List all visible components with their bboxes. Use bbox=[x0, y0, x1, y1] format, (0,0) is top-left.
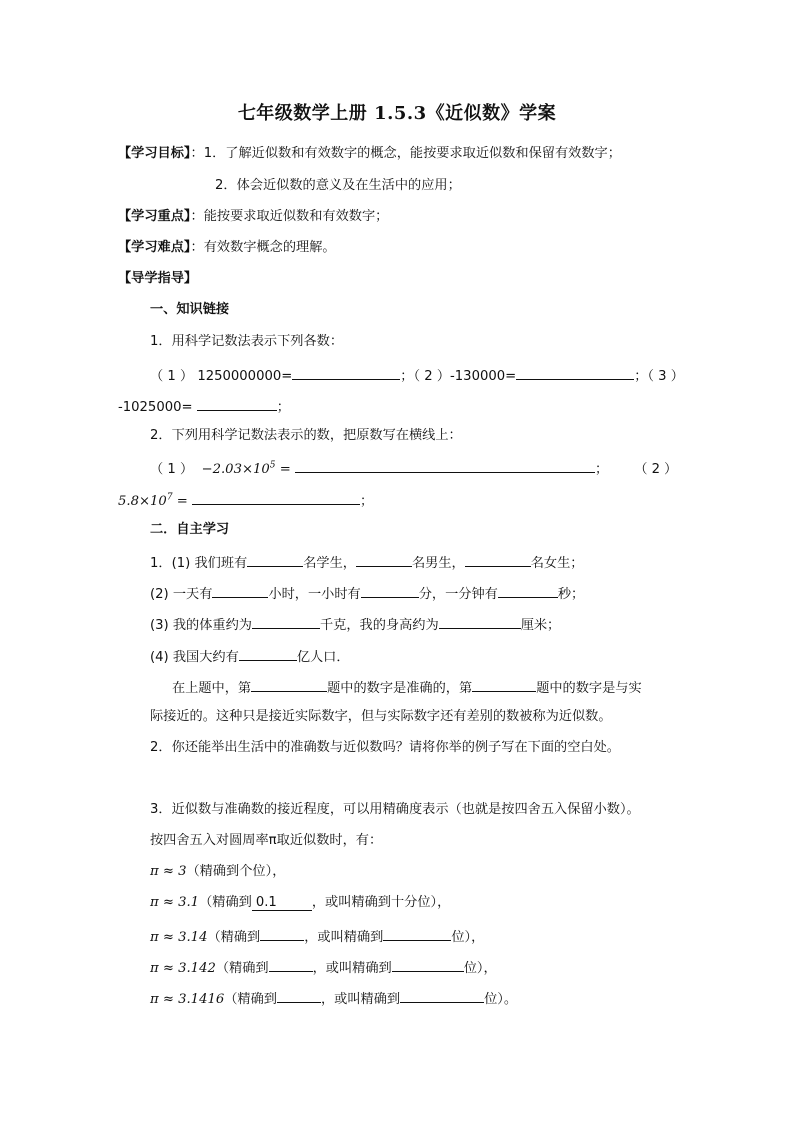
answer-blank[interactable] bbox=[392, 957, 464, 972]
s2-l2-text-a: (2) 一天有 bbox=[150, 587, 213, 602]
s2-l2-text-c: 分，一分钟有 bbox=[418, 587, 498, 602]
answer-blank[interactable] bbox=[239, 646, 297, 661]
answer-blank[interactable] bbox=[356, 552, 412, 567]
semicolon: ； bbox=[360, 494, 374, 509]
s1-q1-part-2: ；（ 2 ）-130000= bbox=[400, 369, 517, 384]
section-2-heading: 二．自主学习 bbox=[150, 522, 230, 537]
s1-q2b-prefix: （ 2 ） bbox=[634, 462, 678, 477]
pi-approx-note-a: （精确到 bbox=[199, 895, 252, 910]
s2-line-2 bbox=[150, 583, 584, 604]
key-point-label: 【学习重点】 bbox=[118, 209, 191, 224]
pi-approx-note: （精确到个位）， bbox=[186, 864, 286, 879]
pi-approx-note-a: （精确到 bbox=[215, 961, 269, 976]
s2-l3-text-a: (3) 我的体重约为 bbox=[150, 618, 252, 633]
s1-q2b-expression: 5.8×10 bbox=[118, 494, 167, 509]
pi-approx-expression: π ≈ 3.14 bbox=[150, 930, 208, 945]
pi-approx-line-5 bbox=[150, 988, 517, 1009]
s2-p1-text-b: 题中的数字是准确的，第 bbox=[327, 681, 473, 696]
learning-goal-2: 2．体会近似数的意义及在生活中的应用； bbox=[215, 178, 461, 193]
learning-goals-line-1 bbox=[118, 145, 621, 163]
pi-approx-expression: π ≈ 3.1 bbox=[150, 895, 200, 910]
answer-blank[interactable] bbox=[269, 957, 313, 972]
key-point-text: ：能按要求取近似数和有效数字； bbox=[190, 209, 389, 224]
s2-l1-text-c: 名男生， bbox=[411, 556, 465, 571]
s2-l1-text-d: 名女生； bbox=[530, 556, 584, 571]
answer-blank[interactable] bbox=[212, 583, 268, 598]
s1-q2a-prefix: （ 1 ） bbox=[150, 462, 194, 477]
pi-approx-line-1 bbox=[150, 863, 285, 881]
s1-q1-row bbox=[150, 365, 684, 386]
s2-paragraph-line-1 bbox=[172, 677, 642, 698]
pi-approx-note-b: ，或叫精确到 bbox=[304, 930, 384, 945]
pi-approx-note-b: ，或叫精确到 bbox=[312, 961, 392, 976]
s2-l1-text-b: 名学生， bbox=[303, 556, 356, 571]
s2-l3-text-b: 千克，我的身高约为 bbox=[320, 618, 439, 633]
s2-line-4 bbox=[150, 646, 350, 667]
answer-blank[interactable] bbox=[361, 583, 419, 598]
semicolon: ； bbox=[276, 400, 290, 415]
key-point-line bbox=[118, 208, 388, 226]
s2-l3-text-c: 厘米； bbox=[520, 618, 561, 633]
answer-blank[interactable] bbox=[498, 583, 558, 598]
s1-q2-row bbox=[150, 458, 677, 479]
answer-blank[interactable] bbox=[516, 365, 634, 380]
equals-sign: = bbox=[279, 462, 291, 477]
answer-blank[interactable] bbox=[252, 614, 320, 629]
s1-q2b-exponent: 7 bbox=[166, 492, 173, 503]
s2-line-1 bbox=[150, 552, 583, 573]
pi-approx-expression: π ≈ 3 bbox=[150, 864, 187, 879]
semicolon: ； bbox=[595, 462, 609, 477]
s1-question-2: 2．下列用科学记数法表示的数，把原数写在横线上： bbox=[150, 428, 462, 443]
s1-q1-part-1: （ 1 ） 1250000000= bbox=[150, 369, 293, 384]
s2-question-3: 3．近似数与准确数的接近程度，可以用精确度表示（也就是按四舍五入保留小数）。 bbox=[150, 802, 640, 817]
pi-approx-note-c: 位）。 bbox=[484, 992, 518, 1007]
equals-sign: = bbox=[176, 494, 188, 509]
s2-l1-text-a: 1．(1) 我们班有 bbox=[150, 556, 248, 571]
answer-blank[interactable] bbox=[251, 677, 327, 692]
s2-l2-text-d: 秒； bbox=[557, 587, 585, 602]
answer-blank[interactable] bbox=[292, 365, 400, 380]
s1-q2a-exponent: 5 bbox=[269, 460, 276, 471]
s2-p1-text-a: 在上题中，第 bbox=[172, 681, 252, 696]
answer-blank[interactable] bbox=[192, 490, 360, 505]
s1-q1-row-2 bbox=[118, 396, 290, 417]
filled-answer-blank[interactable]: 0.1 bbox=[252, 895, 312, 911]
answer-blank[interactable] bbox=[465, 552, 531, 567]
answer-blank[interactable] bbox=[295, 458, 595, 473]
s2-l2-text-b: 小时，一小时有 bbox=[268, 587, 361, 602]
pi-approx-line-2 bbox=[150, 894, 450, 912]
answer-blank[interactable] bbox=[439, 614, 521, 629]
answer-blank[interactable] bbox=[260, 926, 304, 941]
s2-p1-text-c: 题中的数字是与实 bbox=[536, 681, 642, 696]
s2-question-3b: 按四舍五入对圆周率π取近似数时，有： bbox=[150, 833, 383, 848]
pi-approx-line-3 bbox=[150, 926, 484, 947]
guide-label: 【导学指导】 bbox=[118, 271, 198, 286]
pi-approx-note-a: （精确到 bbox=[224, 992, 277, 1007]
answer-blank[interactable] bbox=[400, 988, 484, 1003]
s2-l4-text-b: 亿人口． bbox=[296, 650, 350, 665]
learning-goals-label: 【学习目标】 bbox=[118, 146, 191, 161]
pi-approx-note-b: ，或叫精确到十分位）， bbox=[311, 895, 451, 910]
s2-l4-text-a: (4) 我国大约有 bbox=[150, 650, 239, 665]
answer-blank[interactable] bbox=[197, 396, 277, 411]
pi-approx-expression: π ≈ 3.1416 bbox=[150, 992, 225, 1007]
page-title: 七年级数学上册 1.5.3《近似数》学案 bbox=[237, 103, 557, 124]
s2-paragraph-line-2: 际接近的。这种只是接近实际数字，但与实际数字还有差别的数被称为近似数。 bbox=[150, 709, 612, 724]
s2-question-2: 2．你还能举出生活中的准确数与近似数吗？请将你举的例子写在下面的空白处。 bbox=[150, 740, 620, 755]
answer-blank[interactable] bbox=[277, 988, 321, 1003]
difficulty-line bbox=[118, 239, 336, 257]
difficulty-text: ：有效数字概念的理解。 bbox=[190, 240, 336, 255]
answer-blank[interactable] bbox=[383, 926, 451, 941]
s1-question-1: 1．用科学记数法表示下列各数： bbox=[150, 334, 344, 349]
s1-q1-part-4: -1025000= bbox=[118, 400, 193, 415]
learning-goal-1: 1．了解近似数和有效数字的概念，能按要求取近似数和保留有效数字； bbox=[203, 146, 621, 161]
difficulty-label: 【学习难点】 bbox=[118, 240, 191, 255]
pi-approx-note-c: 位）， bbox=[463, 961, 497, 976]
answer-blank[interactable] bbox=[472, 677, 536, 692]
pi-approx-expression: π ≈ 3.142 bbox=[150, 961, 216, 976]
s1-q1-part-3: ；（ 3 ） bbox=[634, 369, 684, 384]
section-1-heading: 一、知识链接 bbox=[150, 302, 230, 317]
s2-line-3 bbox=[150, 614, 560, 635]
s1-q2a-expression: −2.03×10 bbox=[201, 462, 270, 477]
pi-approx-note-a: （精确到 bbox=[207, 930, 261, 945]
pi-approx-line-4 bbox=[150, 957, 497, 978]
pi-approx-note-b: ，或叫精确到 bbox=[321, 992, 401, 1007]
pi-approx-note-c: 位）， bbox=[451, 930, 485, 945]
goals-separator: ： bbox=[190, 146, 204, 161]
answer-blank[interactable] bbox=[247, 552, 303, 567]
s1-q2-row-2 bbox=[118, 490, 373, 511]
